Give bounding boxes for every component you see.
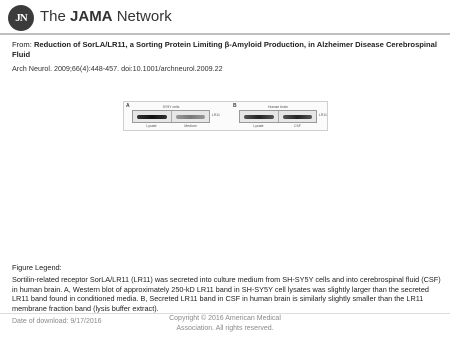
- panel-b-lane-label: CSF: [294, 124, 301, 128]
- panel-b-lane-lysate: [240, 111, 278, 122]
- brand-name[interactable]: [40, 8, 172, 25]
- brand-prefix: The: [40, 8, 71, 25]
- panel-a-lane-medium: [171, 111, 209, 122]
- copyright-line: Association. All rights reserved.: [176, 324, 274, 332]
- copyright-notice: [150, 314, 300, 333]
- copyright-line: Copyright © 2016 American Medical: [169, 315, 281, 322]
- panel-a-letter: A: [126, 103, 130, 109]
- panel-a-lane-label: Lysate: [146, 124, 157, 128]
- brand-bold: JAMA: [70, 8, 113, 25]
- logo-text: JN: [15, 12, 27, 24]
- panel-a-title: SY5Y cells: [162, 105, 180, 109]
- lr11-band: [137, 115, 167, 119]
- panel-a-marker: LR11: [211, 113, 220, 117]
- article-title: [12, 40, 440, 60]
- from-label: From:: [12, 40, 34, 49]
- panel-b-title: Human brain: [267, 105, 289, 109]
- panel-a-blot: [132, 110, 210, 123]
- site-header: [0, 0, 450, 33]
- figure-legend-text: Sortilin-related receptor SorLA/LR11 (LR11) was secreted into culture medium from SH-SY5Y cells and into cerebrospinal fluid (CSF) in human brain. A, Western blot of approximately 250-kD LR11 band in SH-SY5Y cell lysates was slightly larger than the secreted LR11 band found in conditioned media. B, Secreted LR11 band in CSF in human brain is similarly slightly smaller than the LR11 membrane fraction band (lysis buffer extract).: [12, 275, 441, 313]
- panel-b-lane-csf: [278, 111, 316, 122]
- article-citation: Arch Neurol. 2009;66(4):448-457. doi:10.1001/archneurol.2009.22: [12, 64, 223, 73]
- panel-b-letter: B: [233, 103, 237, 109]
- brand-suffix: Network: [112, 8, 172, 25]
- lr11-band: [244, 115, 274, 119]
- header-divider: [0, 33, 450, 35]
- panel-b-lane-label: Lysate: [253, 124, 264, 128]
- download-date: Date of download: 9/17/2016: [12, 318, 102, 325]
- lr11-band: [283, 115, 313, 119]
- panel-b-blot: [239, 110, 317, 123]
- panel-a-lane-lysate: [133, 111, 171, 122]
- figure-legend-heading: Figure Legend:: [12, 263, 62, 272]
- lr11-band: [176, 115, 206, 119]
- panel-a: [132, 105, 220, 129]
- panel-b: [239, 105, 327, 129]
- western-blot-figure: [123, 101, 328, 131]
- article-title-text: Reduction of SorLA/LR11, a Sorting Protein Limiting β-Amyloid Production, in Alzheimer Disease Cerebrospinal Fluid: [12, 40, 438, 59]
- panel-a-lane-label: Medium: [184, 124, 197, 128]
- panel-b-marker: LR11: [318, 113, 327, 117]
- jama-network-logo[interactable]: [8, 5, 34, 31]
